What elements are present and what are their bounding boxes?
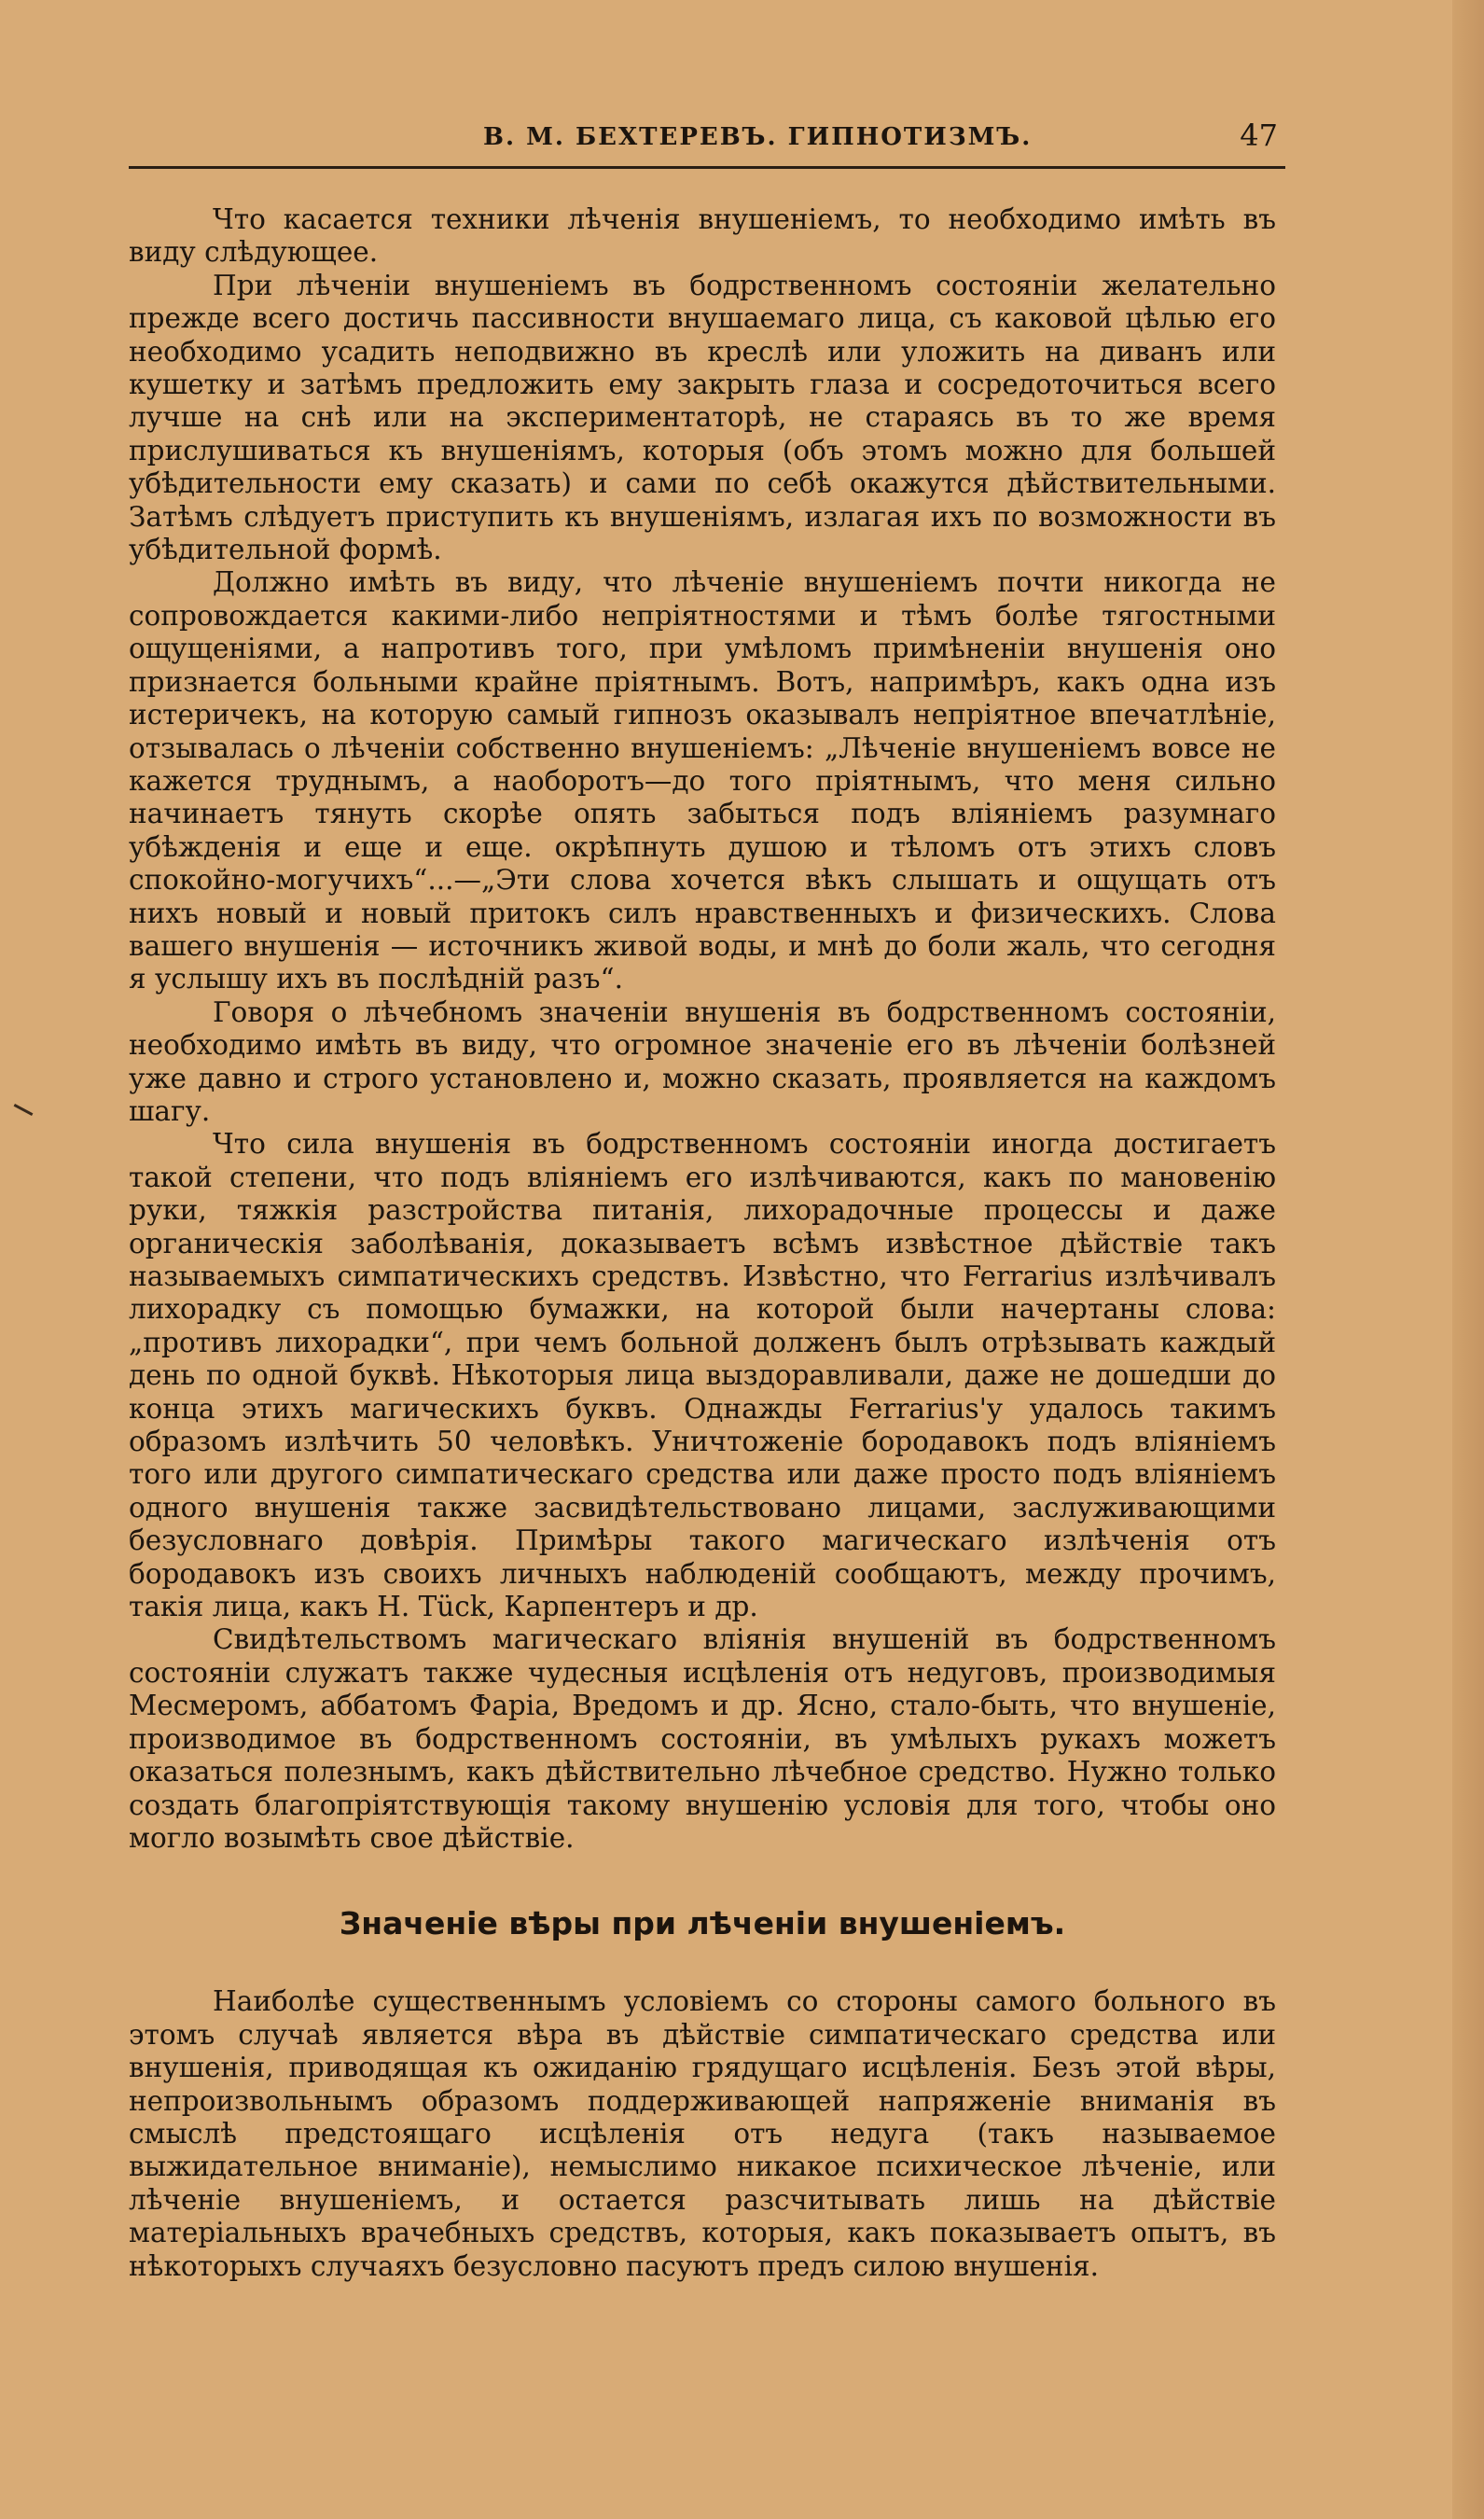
paragraph: Должно имѣть въ виду, что лѣченіе внушеніемъ почти никогда не сопровождается какими-либо непріятностями и тѣмъ болѣе тягостными ощущеніями, а напротивъ того, при умѣломъ примѣненіи внушенія оно признается больными крайне пріятнымъ. Вотъ, напримѣръ, какъ одна изъ истеричекъ, на которую самый гипнозъ оказывалъ непріятное впечатлѣніе, отзывалась о лѣченіи собственно внушеніемъ: „Лѣченіе внушеніемъ вовсе не кажется труднымъ, а наоборотъ—до того пріятнымъ, что меня сильно начинаетъ тянуть скорѣе опять забыться подъ вліяніемъ разумнаго убѣжденія и еще и еще. окрѣпнуть душою и тѣломъ отъ этихъ словъ спокойно-могучихъ“...—„Эти слова хочется вѣкъ слышать и ощущать отъ нихъ новый и новый притокъ силъ нравственныхъ и физическихъ. Слова вашего внушенія — источникъ живой воды, и мнѣ до боли жаль, что сегодня я услышу ихъ въ послѣдній разъ“. [129,566,1276,995]
running-title: В. М. БЕХТЕРЕВЪ. ГИПНОТИЗМЪ. [483,123,1033,151]
paragraph: Наиболѣе существеннымъ условіемъ со стороны самого больного въ этомъ случаѣ является вѣра въ дѣйствіе симпатическаго средства или внушенія, приводящая къ ожиданію грядущаго исцѣленія. Безъ этой вѣры, непроизвольнымъ образомъ поддерживающей напряженіе вниманія въ смыслѣ предстоящаго исцѣленія отъ недуга (такъ называемое выжидательное вниманіе), немыслимо никакое психическое лѣченіе, или лѣченіе внушеніемъ, и остается разсчитывать лишь на дѣйствіе матеріальныхъ врачебныхъ средствъ, которыя, какъ показываетъ опытъ, въ нѣкоторыхъ случаяхъ безусловно пасуютъ предъ силою внушенія. [129,1985,1276,2282]
margin-mark [14,1104,34,1116]
paragraph: Говоря о лѣчебномъ значеніи внушенія въ бодрственномъ состояніи, необходимо имѣть въ виду, что огромное значеніе его въ лѣченіи болѣзней уже давно и строго установлено и, можно сказать, проявляется на каждомъ шагу. [129,995,1276,1127]
paragraph: Что касается техники лѣченія внушеніемъ, то необходимо имѣть въ виду слѣдующее. [129,203,1276,269]
section-heading: Значеніе вѣры при лѣченіи внушеніемъ. [339,1905,1066,1942]
paragraph: Что сила внушенія въ бодрственномъ состояніи иногда достигаетъ такой степени, что подъ вліяніемъ его излѣчиваются, какъ по мановенію руки, тяжкія разстройства питанія, лихорадочные процессы и даже органическія заболѣванія, доказываетъ всѣмъ извѣстное дѣйствіе такъ называемыхъ симпатическихъ средствъ. Извѣстно, что Ferrarius излѣчивалъ лихорадку съ помощью бумажки, на которой были начертаны слова: „противъ лихорадки“, при чемъ больной долженъ былъ отрѣзывать каждый день по одной буквѣ. Нѣкоторыя лица выздоравливали, даже не дошедши до конца этихъ магическихъ буквъ. Однажды Ferrarius'у удалось такимъ образомъ излѣчить 50 человѣкъ. Уничтоженіе бородавокъ подъ вліяніемъ того или другого симпатическаго средства или даже просто подъ вліяніемъ одного внушенія также засвидѣтельствовано лицами, заслуживающими безусловнаго довѣрія. Примѣры такого магическаго излѣченія отъ бородавокъ изъ своихъ личныхъ наблюденій сообщаютъ, между прочимъ, такія лица, какъ H. Tück, Карпентеръ и др. [129,1128,1276,1623]
main-text [129,203,1276,2283]
paragraph: Свидѣтельствомъ магическаго вліянія внушеній въ бодрственномъ состояніи служатъ также чудесныя исцѣленія отъ недуговъ, производимыя Месмеромъ, аббатомъ Фаріа, Вредомъ и др. Ясно, стало-быть, что внушеніе, производимое въ бодрственномъ состояніи, въ умѣлыхъ рукахъ можетъ оказаться полезнымъ, какъ дѣйствительно лѣчебное средство. Нужно только создать благопріятствующія такому внушенію условія для того, чтобы оно могло возымѣть свое дѣйствіе. [129,1623,1276,1854]
page-number: 47 [1240,118,1278,153]
paragraph: При лѣченіи внушеніемъ въ бодрственномъ состояніи желательно прежде всего достичь пассивности внушаемаго лица, съ каковой цѣлью его необходимо усадить неподвижно въ креслѣ или уложить на диванъ или кушетку и затѣмъ предложить ему закрыть глаза и сосредоточиться всего лучше на снѣ или на экспериментаторѣ, не стараясь въ то же время прислушиваться къ внушеніямъ, которыя (объ этомъ можно для большей убѣдительности ему сказать) и сами по себѣ окажутся дѣйствительными. Затѣмъ слѣдуетъ приступить къ внушеніямъ, излагая ихъ по возможности въ убѣдительной формѣ. [129,269,1276,566]
page-edge-shadow [1452,0,1484,2519]
running-header [129,118,1285,169]
